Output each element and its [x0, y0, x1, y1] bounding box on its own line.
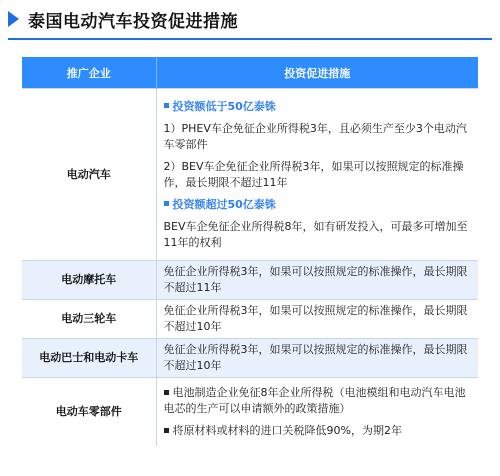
industry-cell-ev: 电动汽车 [22, 89, 156, 261]
industry-cell-parts: 电动车零部件 [22, 378, 156, 447]
table-row-ev [22, 89, 478, 261]
industry-cell-motorcycle: 电动摩托车 [22, 261, 156, 300]
measures-cell-motorcycle: 免征企业所得税3年，如果可以按照规定的标准操作，最长期限不超过11年 [156, 261, 478, 300]
bullet-square-icon [164, 201, 169, 206]
bullet-square-icon [164, 390, 169, 395]
measures-cell-parts [156, 378, 478, 447]
title-underline [8, 38, 492, 40]
header-measures: 投资促进措施 [156, 57, 478, 89]
measures-cell-ev [156, 89, 478, 261]
table-row-parts [22, 378, 478, 447]
ev-heading-under-5b: 投资额低于50亿泰铢 [157, 99, 479, 115]
ev-item-phev: 1）PHEV车企免征企业所得税3年，且必须生产至少3个电动汽车零部件 [163, 121, 467, 151]
measures-cell-bus-truck: 免征企业所得税3年，如果可以按照规定的标准操作，最长期限不超过10年 [156, 339, 478, 378]
ev-heading-over-5b: 投资额超过50亿泰铢 [157, 197, 479, 213]
table-row-motorcycle [22, 261, 478, 300]
ev-item-bev-8yr: BEV车企免征企业所得税8年，如有研发投入，可最多可增加至11年的权利 [163, 219, 468, 249]
page-title: 泰国电动汽车投资促进措施 [28, 11, 238, 32]
parts-item-tariff: 将原材料或材料的进口关税降低90%，为期2年 [157, 423, 479, 439]
parts-item-battery: 电池制造企业免征8年企业所得税（电池模组和电动汽车电池电芯的生产可以申请额外的政策措施） [163, 386, 466, 415]
ev-item-bev: 2）BEV车企免征企业所得税3年，如果可以按照规定的标准操作，最长期限不超过11年 [163, 159, 464, 189]
table-row-bus-truck [22, 339, 478, 378]
bullet-square-icon [164, 103, 169, 108]
title-bar [8, 4, 238, 34]
triangle-marker-icon [8, 11, 19, 27]
table-row-tricycle [22, 300, 478, 339]
table-header-row [22, 57, 478, 89]
header-industry: 推广企业 [22, 57, 156, 89]
measures-cell-tricycle: 免征企业所得税3年，如果可以按照规定的标准操作，最长期限不超过10年 [156, 300, 478, 339]
industry-cell-tricycle: 电动三轮车 [22, 300, 156, 339]
industry-cell-bus-truck: 电动巴士和电动卡车 [22, 339, 156, 378]
bullet-square-icon [164, 428, 169, 433]
policy-table [22, 57, 478, 446]
